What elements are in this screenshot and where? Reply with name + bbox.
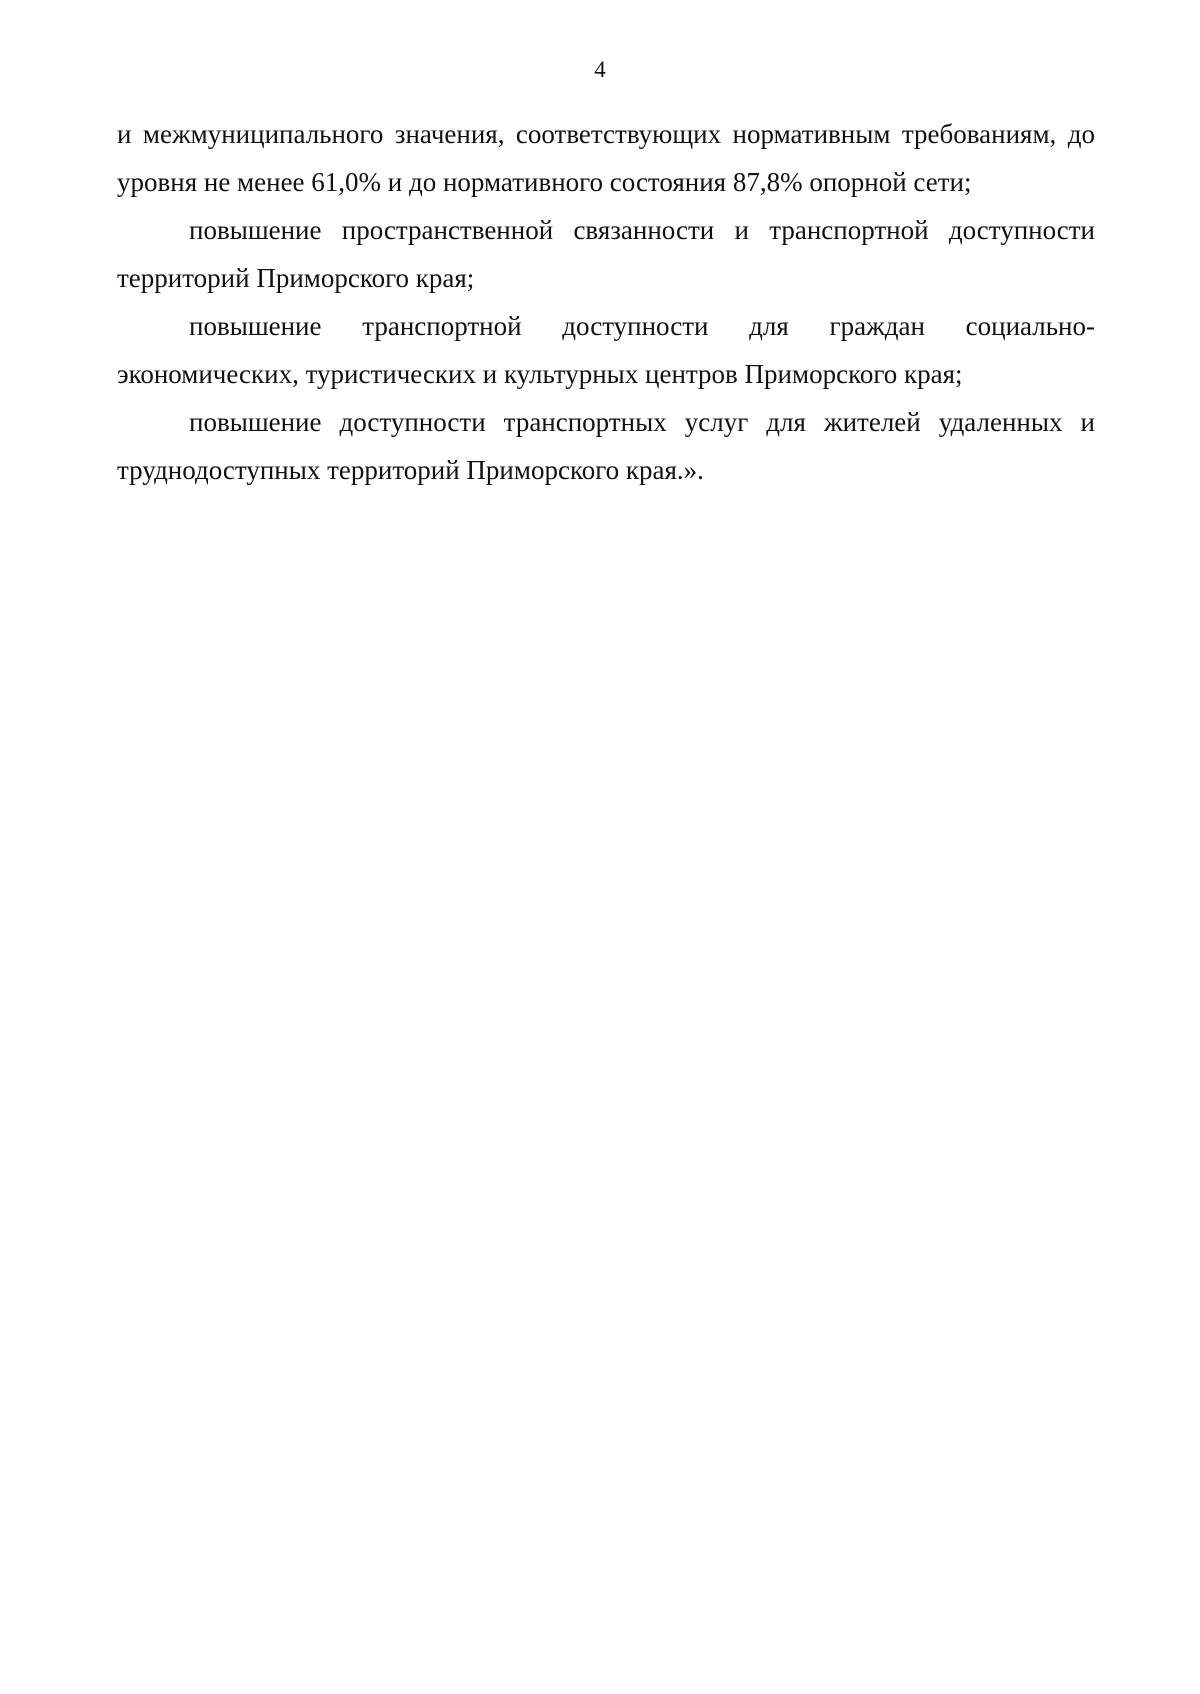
document-body [117,110,1095,494]
page-number: 4 [594,57,606,82]
paragraph-2: повышение пространственной связанности и транспортной доступности территорий Приморского края; [117,215,1095,293]
paragraph-1: и межмуниципального значения, соответствующих нормативным требованиям, до уровня не менее 61,0% и до нормативного состояния 87,8% опорной сети; [117,119,1095,197]
paragraph-3: повышение транспортной доступности для граждан социально-экономических, туристических и культурных центров Приморского края; [117,311,1095,389]
paragraph-4: повышение доступности транспортных услуг для жителей удаленных и труднодоступных территорий Приморского края.». [117,407,1095,485]
